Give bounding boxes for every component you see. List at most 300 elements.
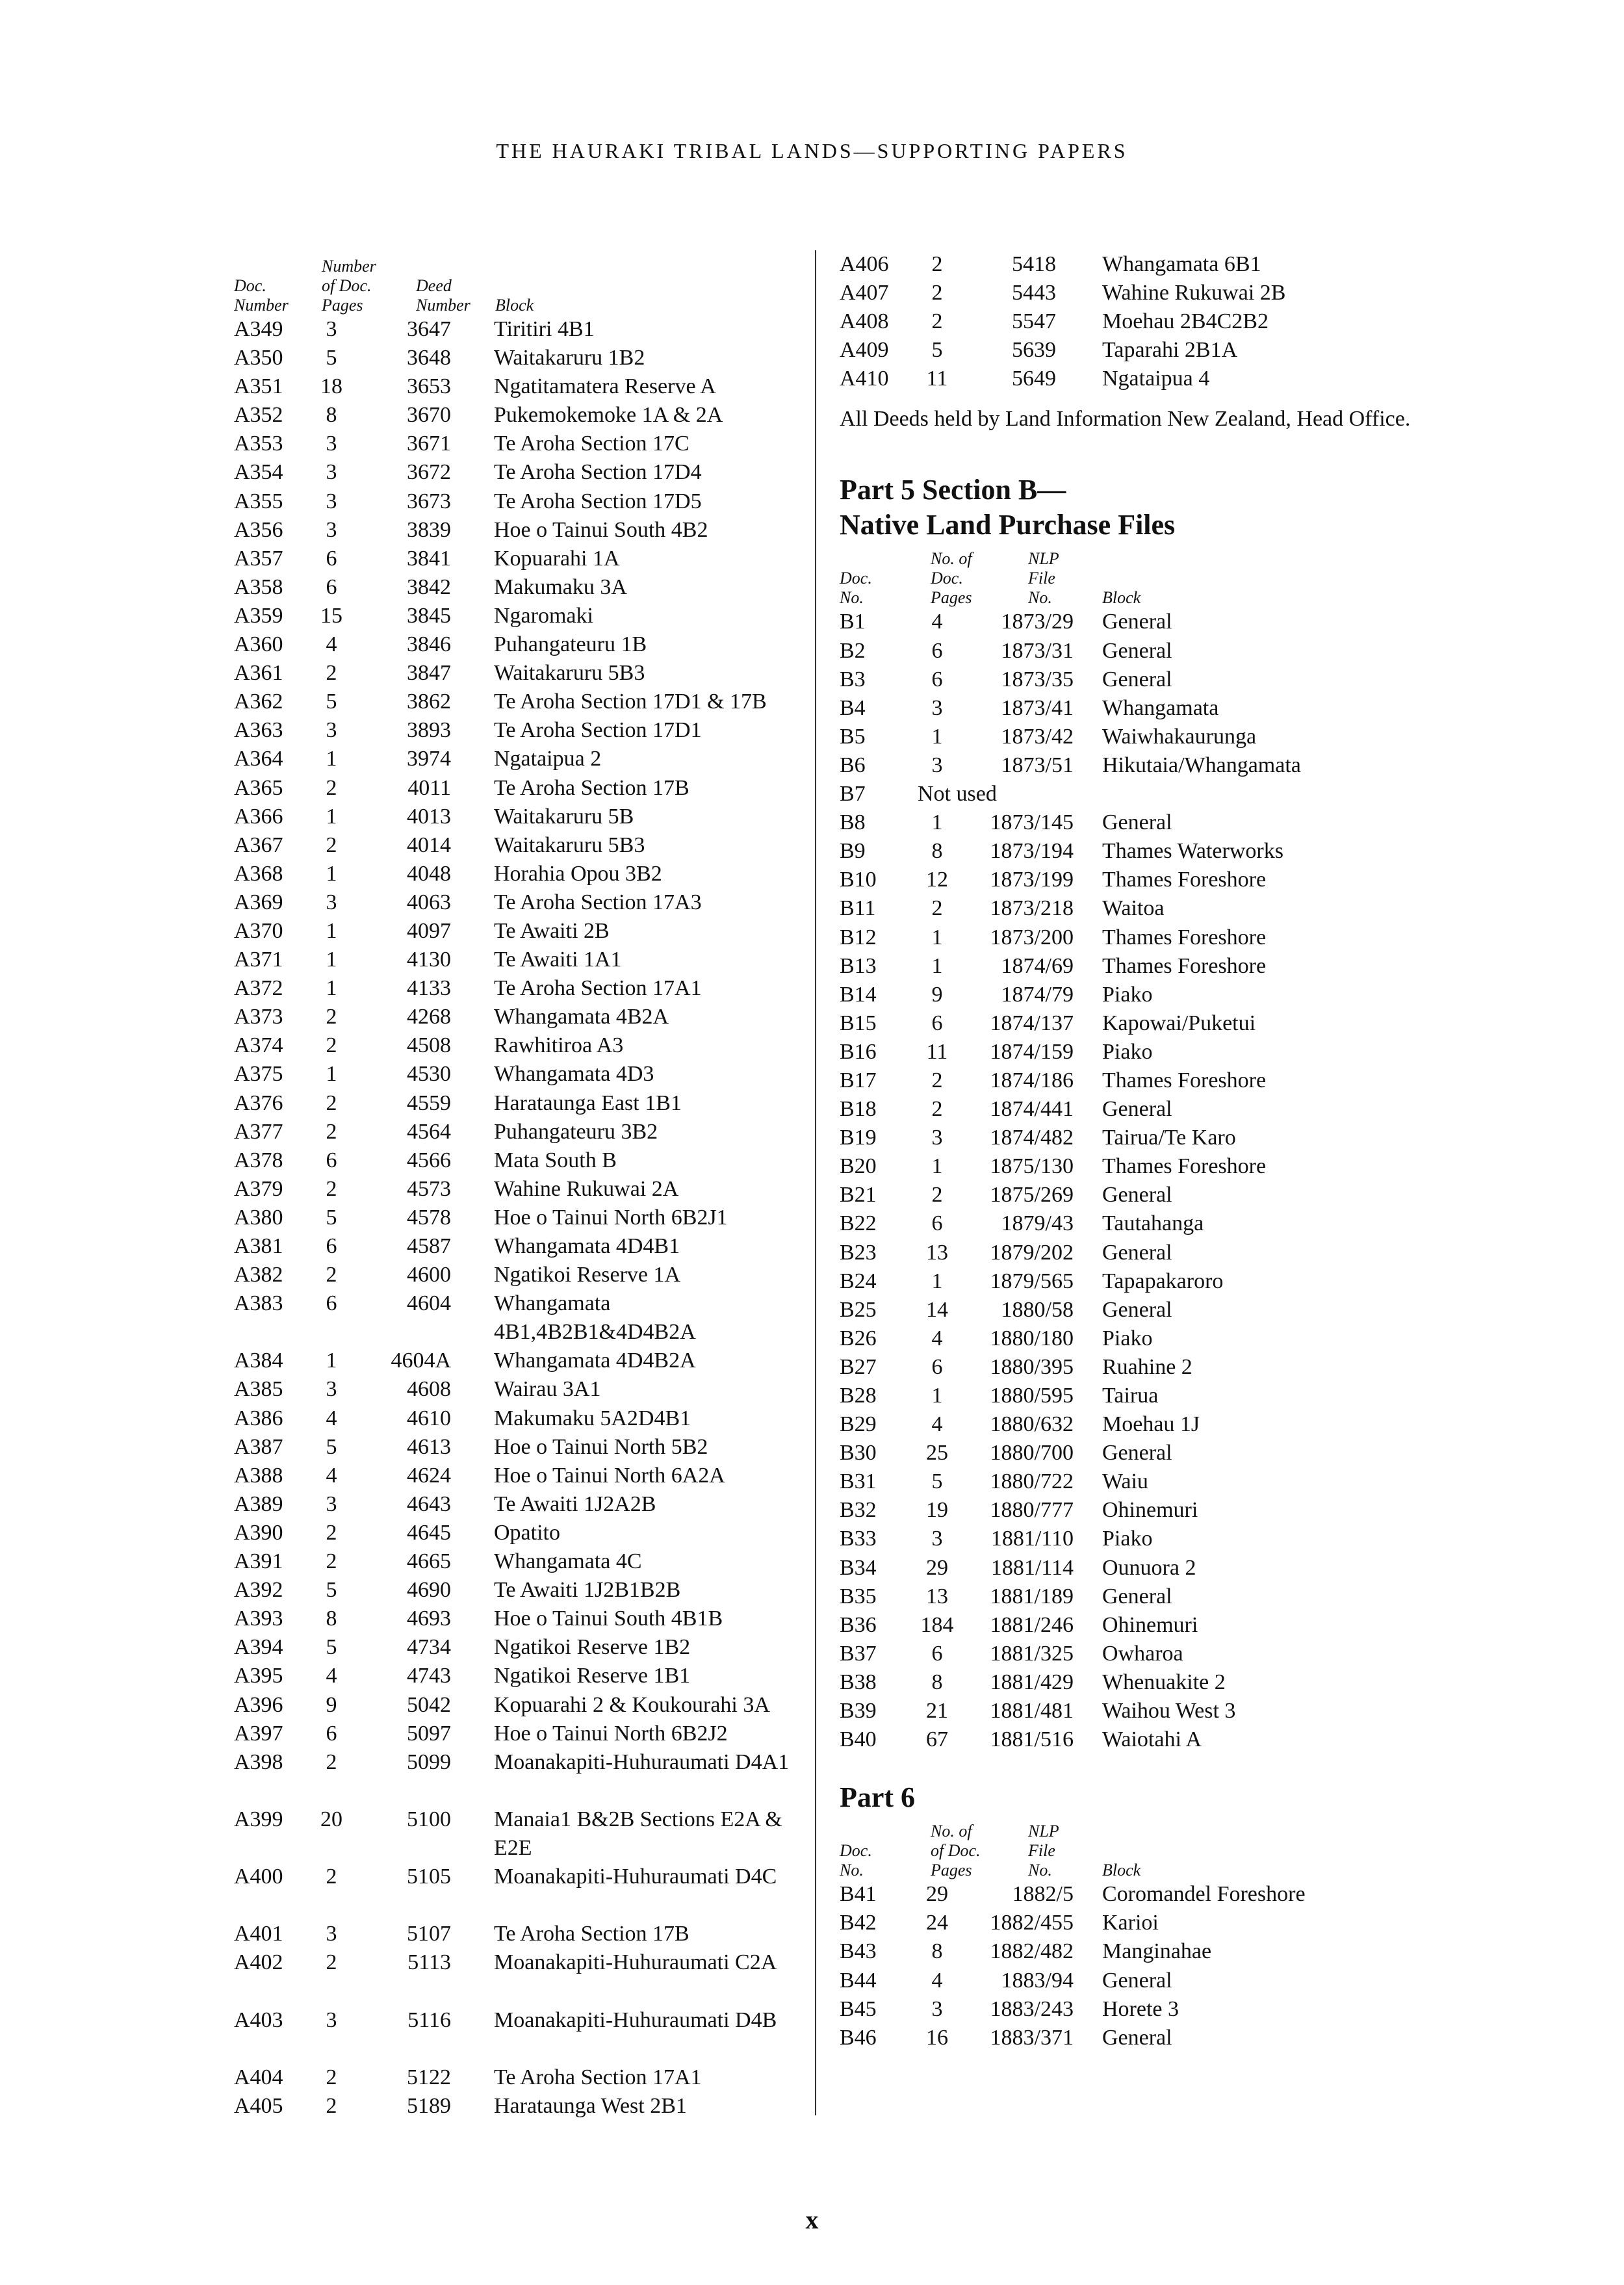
pages-cell: 2 bbox=[931, 896, 943, 921]
doc-number-cell: A401 bbox=[234, 1922, 283, 1946]
doc-number-cell: A400 bbox=[234, 1865, 283, 1889]
pages-cell: 11 bbox=[926, 1039, 948, 1064]
doc-number-cell: B12 bbox=[840, 925, 877, 949]
doc-number-cell: A349 bbox=[234, 317, 283, 341]
doc-number-cell: A353 bbox=[234, 432, 283, 456]
doc-number-cell: A370 bbox=[234, 918, 283, 943]
file-number-cell: 3653 bbox=[407, 374, 451, 399]
block-cell: Te Aroha Section 17D4 bbox=[494, 460, 702, 485]
nlp-file-row bbox=[840, 1209, 1424, 1238]
pages-cell: 15 bbox=[320, 603, 342, 628]
block-cell: Wahine Rukuwai 2A bbox=[494, 1176, 679, 1201]
block-cell: Waitoa bbox=[1102, 896, 1165, 921]
block-cell: General bbox=[1102, 610, 1172, 634]
pages-cell: 6 bbox=[931, 1011, 943, 1035]
block-cell: Te Awaiti 1A1 bbox=[494, 948, 622, 972]
pages-cell: 2 bbox=[326, 1950, 337, 1975]
deed-row bbox=[234, 688, 806, 716]
pages-cell: 6 bbox=[326, 574, 337, 599]
file-number-cell: 1881/429 bbox=[990, 1670, 1074, 1694]
pages-cell: 4 bbox=[326, 1664, 337, 1688]
doc-number-cell: A409 bbox=[840, 338, 889, 363]
block-cell: Wairau 3A1 bbox=[494, 1377, 601, 1402]
block-cell: Ngataipua 4 bbox=[1102, 367, 1210, 391]
block-cell: Tairua bbox=[1102, 1384, 1159, 1408]
deed-row bbox=[840, 279, 1424, 307]
pages-cell: 2 bbox=[326, 1005, 337, 1029]
deed-row bbox=[234, 1404, 806, 1433]
file-number-cell: 4063 bbox=[407, 890, 451, 914]
pages-cell: 14 bbox=[926, 1297, 948, 1322]
doc-number-cell: A403 bbox=[234, 2007, 283, 2032]
nlp-file-row bbox=[840, 1937, 1424, 1966]
block-cell: General bbox=[1102, 2025, 1172, 2050]
nlp-file-row bbox=[840, 751, 1424, 780]
deed-row bbox=[840, 336, 1424, 365]
deed-row bbox=[234, 1490, 806, 1519]
doc-number-cell: A385 bbox=[234, 1377, 283, 1402]
doc-number-cell: B4 bbox=[840, 695, 866, 720]
pages-cell: 5 bbox=[326, 1578, 337, 1603]
pages-cell: 25 bbox=[926, 1441, 948, 1465]
deed-row bbox=[234, 1633, 806, 1662]
file-number-cell: 4566 bbox=[407, 1148, 451, 1172]
block-cell: Ruahine 2 bbox=[1102, 1354, 1192, 1379]
nlp-file-row bbox=[840, 1353, 1424, 1382]
doc-number-cell: A380 bbox=[234, 1205, 283, 1230]
doc-number-cell: B10 bbox=[840, 868, 877, 892]
nlp-file-row bbox=[840, 894, 1424, 923]
nlp-file-row bbox=[840, 1124, 1424, 1152]
nlp-file-row bbox=[840, 1496, 1424, 1525]
deed-row bbox=[234, 1118, 806, 1146]
file-number-cell: 4610 bbox=[407, 1406, 451, 1430]
deed-row bbox=[234, 745, 806, 773]
pages-cell: 4 bbox=[931, 1968, 943, 1993]
block-cell: Hoe o Tainui North 6B2J1 bbox=[494, 1205, 728, 1230]
block-cell: Karioi bbox=[1102, 1911, 1159, 1935]
file-number-cell: 1882/5 bbox=[1012, 1882, 1074, 1907]
block-cell: Piako bbox=[1102, 1039, 1153, 1064]
pages-cell: 2 bbox=[326, 2065, 337, 2089]
block-cell: Hoe o Tainui North 5B2 bbox=[494, 1434, 708, 1459]
block-cell: Moanakapiti-Huhuraumati D4A1 bbox=[494, 1749, 790, 1774]
deed-row bbox=[234, 1003, 806, 1031]
pages-cell: 2 bbox=[326, 1865, 337, 1889]
pages-cell: 18 bbox=[320, 374, 342, 399]
file-number-cell: 4613 bbox=[407, 1434, 451, 1459]
file-number-cell: 4013 bbox=[407, 804, 451, 829]
doc-number-cell: B36 bbox=[840, 1612, 877, 1637]
file-number-cell: 4011 bbox=[407, 775, 451, 800]
doc-number-cell: A397 bbox=[234, 1721, 283, 1746]
not-used-note: Not used bbox=[918, 782, 997, 807]
file-number-cell: 1873/194 bbox=[990, 839, 1074, 864]
block-cell: Mata South B bbox=[494, 1148, 617, 1172]
deed-row bbox=[234, 1261, 806, 1289]
pages-cell: 8 bbox=[326, 1607, 337, 1631]
doc-number-cell: A376 bbox=[234, 1091, 283, 1115]
file-number-cell: 5099 bbox=[407, 1749, 451, 1774]
doc-number-cell: A377 bbox=[234, 1119, 283, 1144]
nlp-file-row bbox=[840, 981, 1424, 1009]
pages-cell: 3 bbox=[326, 1491, 337, 1516]
nlp-file-row bbox=[840, 1439, 1424, 1467]
file-number-cell: 1874/69 bbox=[1001, 953, 1074, 978]
nlp-file-row bbox=[840, 866, 1424, 894]
file-number-cell: 5042 bbox=[407, 1692, 451, 1717]
doc-number-cell: A396 bbox=[234, 1692, 283, 1717]
doc-number-cell: B24 bbox=[840, 1269, 877, 1293]
doc-number-cell: B46 bbox=[840, 2025, 877, 2050]
nlp-file-row bbox=[840, 1995, 1424, 2024]
file-number-cell: 4645 bbox=[407, 1520, 451, 1545]
block-cell: Moanakapiti-Huhuraumati D4B bbox=[494, 2007, 777, 2032]
doc-number-cell: A387 bbox=[234, 1434, 283, 1459]
deed-row bbox=[234, 946, 806, 974]
nlp-file-row bbox=[840, 1267, 1424, 1296]
doc-number-cell: B35 bbox=[840, 1584, 877, 1608]
block-cell: Te Aroha Section 17B bbox=[494, 1922, 690, 1946]
doc-number-cell: B18 bbox=[840, 1097, 877, 1122]
doc-number-cell: B38 bbox=[840, 1670, 877, 1694]
deeds-table-left bbox=[234, 250, 806, 2121]
pages-cell: 1 bbox=[326, 861, 337, 886]
nlp-file-row bbox=[840, 723, 1424, 751]
block-cell: Hoe o Tainui South 4B1B bbox=[494, 1607, 723, 1631]
doc-number-cell: A371 bbox=[234, 948, 283, 972]
nlp-file-row bbox=[840, 1009, 1424, 1038]
deed-row bbox=[234, 1547, 806, 1576]
doc-number-cell: A362 bbox=[234, 690, 283, 714]
pages-cell: 2 bbox=[326, 661, 337, 686]
file-number-cell: 3670 bbox=[407, 403, 451, 428]
doc-number-cell: B37 bbox=[840, 1641, 877, 1666]
doc-number-cell: B16 bbox=[840, 1039, 877, 1064]
block-cell: Waitakaruru 5B bbox=[494, 804, 634, 829]
file-number-cell: 4578 bbox=[407, 1205, 451, 1230]
deed-row bbox=[234, 1433, 806, 1462]
block-cell: Wahine Rukuwai 2B bbox=[1102, 281, 1286, 305]
file-number-cell: 1873/29 bbox=[1001, 610, 1074, 634]
file-number-cell: 3845 bbox=[407, 603, 451, 628]
deed-row bbox=[234, 516, 806, 545]
nlp-file-row bbox=[840, 1582, 1424, 1611]
file-number-cell: 1874/482 bbox=[990, 1126, 1074, 1150]
nlp-file-row bbox=[840, 1038, 1424, 1066]
deed-row bbox=[234, 831, 806, 860]
header-nlp-file: NLP File No. bbox=[1028, 549, 1059, 608]
file-number-cell: 5100 bbox=[407, 1807, 451, 1831]
file-number-cell: 1873/51 bbox=[1001, 753, 1074, 777]
doc-number-cell: B22 bbox=[840, 1211, 877, 1236]
pages-cell: 6 bbox=[326, 1721, 337, 1746]
block-cell: Tapapakaroro bbox=[1102, 1269, 1224, 1293]
file-number-cell: 5116 bbox=[407, 2007, 451, 2032]
pages-cell: 2 bbox=[931, 252, 943, 276]
nlp-file-row bbox=[840, 1095, 1424, 1124]
doc-number-cell: A369 bbox=[234, 890, 283, 914]
pages-cell: 29 bbox=[926, 1882, 948, 1907]
file-number-cell: 3839 bbox=[407, 517, 451, 542]
doc-number-cell: A359 bbox=[234, 603, 283, 628]
doc-number-cell: A394 bbox=[234, 1635, 283, 1660]
file-number-cell: 4573 bbox=[407, 1176, 451, 1201]
doc-number-cell: B26 bbox=[840, 1326, 877, 1350]
block-cell: Coromandel Foreshore bbox=[1102, 1882, 1306, 1907]
block-cell: Rawhitiroa A3 bbox=[494, 1033, 624, 1058]
nlp-file-row bbox=[840, 1668, 1424, 1697]
block-cell: General bbox=[1102, 1441, 1172, 1465]
part5-subtitle: Native Land Purchase Files bbox=[840, 509, 1176, 541]
nlp-file-row bbox=[840, 1239, 1424, 1267]
block-cell: Makumaku 5A2D4B1 bbox=[494, 1406, 691, 1430]
deed-row bbox=[234, 458, 806, 487]
file-number-cell: 4604A bbox=[391, 1349, 451, 1373]
pages-cell: 6 bbox=[931, 638, 943, 663]
file-number-cell: 5443 bbox=[1012, 281, 1056, 305]
deed-row bbox=[234, 888, 806, 917]
pages-cell: 1 bbox=[931, 925, 943, 949]
nlp-file-row bbox=[840, 808, 1424, 837]
block-cell: Piako bbox=[1102, 1326, 1153, 1350]
file-number-cell: 3672 bbox=[407, 460, 451, 485]
block-cell: Whangamata 4D3 bbox=[494, 1062, 654, 1087]
file-number-cell: 1880/722 bbox=[990, 1469, 1074, 1494]
doc-number-cell: A395 bbox=[234, 1664, 283, 1688]
nlp-file-row bbox=[840, 1181, 1424, 1209]
file-number-cell: 5122 bbox=[407, 2065, 451, 2089]
pages-cell: 6 bbox=[931, 1211, 943, 1236]
header-block: Block bbox=[1102, 1861, 1141, 1880]
block-cell: Thames Foreshore bbox=[1102, 925, 1267, 949]
doc-number-cell: B7 bbox=[840, 782, 866, 807]
header-deed-number: Deed Number bbox=[416, 276, 470, 315]
pages-cell: 1 bbox=[931, 1269, 943, 1293]
block-cell: Ohinemuri bbox=[1102, 1498, 1198, 1523]
file-number-cell: 4530 bbox=[407, 1062, 451, 1087]
block-cell: Te Aroha Section 17D1 bbox=[494, 718, 702, 743]
file-number-cell: 1880/595 bbox=[990, 1384, 1074, 1408]
file-number-cell: 4559 bbox=[407, 1091, 451, 1115]
deed-row bbox=[234, 1519, 806, 1547]
part6-table bbox=[840, 1815, 1424, 2052]
block-cell: Te Aroha Section 17C bbox=[494, 432, 690, 456]
doc-number-cell: B2 bbox=[840, 638, 866, 663]
header-doc-number: Doc. Number bbox=[234, 276, 289, 315]
pages-cell: 19 bbox=[926, 1498, 948, 1523]
pages-cell: 2 bbox=[326, 1263, 337, 1287]
doc-number-cell: B13 bbox=[840, 953, 877, 978]
nlp-file-row bbox=[840, 2024, 1424, 2052]
pages-cell: 3 bbox=[931, 1126, 943, 1150]
doc-number-cell: A364 bbox=[234, 747, 283, 771]
file-number-cell: 4624 bbox=[407, 1463, 451, 1488]
file-number-cell: 3862 bbox=[407, 690, 451, 714]
doc-number-cell: A402 bbox=[234, 1950, 283, 1975]
right-column bbox=[840, 250, 1424, 2052]
block-cell: Tiritiri 4B1 bbox=[494, 317, 595, 341]
deed-row bbox=[234, 1375, 806, 1404]
block-cell: General bbox=[1102, 1297, 1172, 1322]
block-cell: Makumaku 3A bbox=[494, 574, 627, 599]
doc-number-cell: A357 bbox=[234, 546, 283, 571]
file-number-cell: 3847 bbox=[407, 661, 451, 686]
deed-row bbox=[234, 1289, 806, 1347]
block-cell: General bbox=[1102, 1968, 1172, 1993]
file-number-cell: 3841 bbox=[407, 546, 451, 571]
file-number-cell: 1874/186 bbox=[990, 1068, 1074, 1092]
deed-row bbox=[234, 630, 806, 659]
file-number-cell: 5639 bbox=[1012, 338, 1056, 363]
doc-number-cell: A382 bbox=[234, 1263, 283, 1287]
pages-cell: 8 bbox=[326, 403, 337, 428]
block-cell: Te Awaiti 2B bbox=[494, 918, 610, 943]
pages-cell: 6 bbox=[931, 1354, 943, 1379]
file-number-cell: 5418 bbox=[1012, 252, 1056, 276]
file-number-cell: 1880/58 bbox=[1001, 1297, 1074, 1322]
pages-cell: 12 bbox=[926, 868, 948, 892]
header-block: Block bbox=[495, 296, 534, 315]
block-cell: General bbox=[1102, 1584, 1172, 1608]
pages-cell: 3 bbox=[326, 1922, 337, 1946]
header-block: Block bbox=[1102, 588, 1141, 608]
file-number-cell: 4508 bbox=[407, 1033, 451, 1058]
block-cell: Moanakapiti-Huhuraumati D4C bbox=[494, 1865, 777, 1889]
doc-number-cell: B41 bbox=[840, 1882, 877, 1907]
pages-cell: 5 bbox=[326, 1205, 337, 1230]
doc-number-cell: A358 bbox=[234, 574, 283, 599]
file-number-cell: 3673 bbox=[407, 489, 451, 513]
block-cell: Hoe o Tainui North 6B2J2 bbox=[494, 1721, 728, 1746]
pages-cell: 3 bbox=[326, 517, 337, 542]
file-number-cell: 1880/777 bbox=[990, 1498, 1074, 1523]
block-cell: Ohinemuri bbox=[1102, 1612, 1198, 1637]
pages-cell: 3 bbox=[326, 1377, 337, 1402]
nlp-file-row bbox=[840, 1554, 1424, 1582]
file-number-cell: 4734 bbox=[407, 1635, 451, 1660]
doc-number-cell: A391 bbox=[234, 1549, 283, 1574]
doc-number-cell: B23 bbox=[840, 1240, 877, 1265]
pages-cell: 2 bbox=[326, 775, 337, 800]
doc-number-cell: A379 bbox=[234, 1176, 283, 1201]
file-number-cell: 1875/130 bbox=[990, 1154, 1074, 1179]
pages-cell: 2 bbox=[326, 1176, 337, 1201]
nlp-file-row bbox=[840, 1640, 1424, 1668]
pages-cell: 5 bbox=[931, 1469, 943, 1494]
doc-number-cell: A392 bbox=[234, 1578, 283, 1603]
block-cell: Thames Foreshore bbox=[1102, 1154, 1267, 1179]
block-cell: Whangamata 4D4B1 bbox=[494, 1234, 680, 1258]
doc-number-cell: A408 bbox=[840, 309, 889, 334]
file-number-cell: 1880/632 bbox=[990, 1412, 1074, 1437]
pages-cell: 5 bbox=[326, 690, 337, 714]
pages-cell: 4 bbox=[931, 1326, 943, 1350]
block-cell: General bbox=[1102, 638, 1172, 663]
deed-row bbox=[234, 1089, 806, 1118]
nlp-file-row bbox=[840, 1697, 1424, 1725]
header-nlp-file: NLP File No. bbox=[1028, 1822, 1059, 1880]
pages-cell: 4 bbox=[326, 1463, 337, 1488]
block-cell: Whangamata 4C bbox=[494, 1549, 642, 1574]
doc-number-cell: B43 bbox=[840, 1939, 877, 1964]
doc-number-cell: A355 bbox=[234, 489, 283, 513]
doc-number-cell: A366 bbox=[234, 804, 283, 829]
file-number-cell: 1873/42 bbox=[1001, 724, 1074, 749]
header-doc-no: Doc. No. bbox=[840, 569, 872, 608]
doc-number-cell: B14 bbox=[840, 982, 877, 1007]
doc-number-cell: B1 bbox=[840, 610, 866, 634]
pages-cell: 9 bbox=[326, 1692, 337, 1717]
block-cell: Ngataipua 2 bbox=[494, 747, 602, 771]
pages-cell: 3 bbox=[931, 1527, 943, 1551]
file-number-cell: 3846 bbox=[407, 632, 451, 657]
pages-cell: 3 bbox=[326, 489, 337, 513]
nlp-file-row bbox=[840, 1525, 1424, 1553]
deed-row bbox=[234, 602, 806, 630]
block-cell: Te Aroha Section 17B bbox=[494, 775, 690, 800]
file-number-cell: 4133 bbox=[407, 976, 451, 1001]
doc-number-cell: B28 bbox=[840, 1384, 877, 1408]
deed-row bbox=[234, 1605, 806, 1633]
pages-cell: 1 bbox=[326, 747, 337, 771]
deed-row bbox=[234, 1576, 806, 1605]
page-number: x bbox=[805, 2205, 819, 2234]
file-number-cell: 4564 bbox=[407, 1119, 451, 1144]
block-cell: Te Aroha Section 17D5 bbox=[494, 489, 702, 513]
nlp-file-row bbox=[840, 1382, 1424, 1410]
block-cell: Ngatikoi Reserve 1B2 bbox=[494, 1635, 691, 1660]
pages-cell: 2 bbox=[326, 1749, 337, 1774]
file-number-cell: 1883/371 bbox=[990, 2025, 1074, 2050]
file-number-cell: 1879/43 bbox=[1001, 1211, 1074, 1236]
file-number-cell: 1883/94 bbox=[1001, 1968, 1074, 1993]
pages-cell: 67 bbox=[926, 1727, 948, 1752]
pages-cell: 4 bbox=[326, 632, 337, 657]
pages-cell: 8 bbox=[931, 839, 943, 864]
doc-number-cell: B32 bbox=[840, 1498, 877, 1523]
block-cell: Waitakaruru 1B2 bbox=[494, 346, 645, 370]
part5-table bbox=[840, 543, 1424, 1754]
doc-number-cell: B34 bbox=[840, 1555, 877, 1580]
pages-cell: 13 bbox=[926, 1240, 948, 1265]
doc-number-cell: A363 bbox=[234, 718, 283, 743]
pages-cell: 1 bbox=[931, 724, 943, 749]
file-number-cell: 5105 bbox=[407, 1865, 451, 1889]
doc-number-cell: B44 bbox=[840, 1968, 877, 1993]
nlp-file-row bbox=[840, 1152, 1424, 1181]
pages-cell: 2 bbox=[326, 1520, 337, 1545]
doc-number-cell: B8 bbox=[840, 810, 866, 835]
pages-cell: 2 bbox=[931, 309, 943, 334]
block-cell: Ngaromaki bbox=[494, 603, 593, 628]
doc-number-cell: A404 bbox=[234, 2065, 283, 2089]
block-cell: Whangamata 4B1,4B2B1&4D4B2A bbox=[494, 1291, 696, 1345]
doc-number-cell: B3 bbox=[840, 667, 866, 691]
nlp-file-row bbox=[840, 1467, 1424, 1496]
pages-cell: 5 bbox=[326, 346, 337, 370]
block-cell: Te Aroha Section 17A3 bbox=[494, 890, 702, 914]
nlp-file-row bbox=[840, 694, 1424, 723]
pages-cell: 3 bbox=[326, 718, 337, 743]
file-number-cell: 1882/455 bbox=[990, 1911, 1074, 1935]
pages-cell: 184 bbox=[920, 1612, 954, 1637]
block-cell: Tairua/Te Karo bbox=[1102, 1126, 1236, 1150]
pages-cell: 4 bbox=[326, 1406, 337, 1430]
pages-cell: 3 bbox=[326, 2007, 337, 2032]
pages-cell: 20 bbox=[320, 1807, 342, 1831]
nlp-file-row bbox=[840, 780, 1424, 808]
